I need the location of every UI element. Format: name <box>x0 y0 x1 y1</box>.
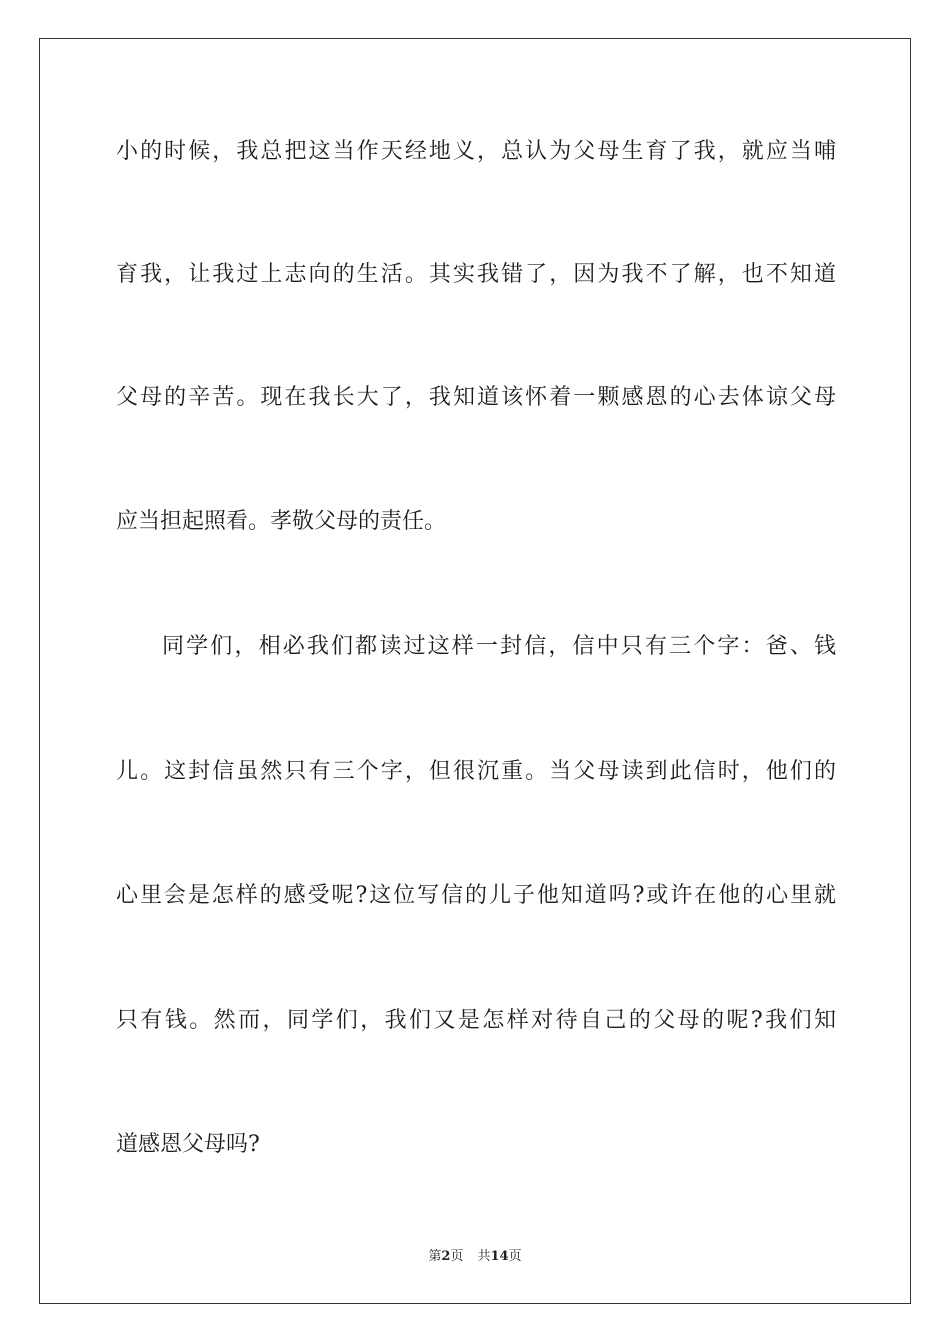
total-suffix: 页 <box>508 1249 522 1264</box>
paragraph-line-3: 父母的辛苦。现在我长大了，我知道该怀着一颗感恩的心去体谅父母 <box>116 385 836 410</box>
paragraph-line-5: 同学们，相必我们都读过这样一封信，信中只有三个字：爸、钱 <box>162 634 836 659</box>
paragraph-line-2: 育我，让我过上志向的生活。其实我错了，因为我不了解，也不知道 <box>116 262 836 287</box>
paragraph-line-7: 心里会是怎样的感受呢?这位写信的儿子他知道吗?或许在他的心里就 <box>116 883 836 908</box>
page-prefix: 第 <box>428 1249 442 1264</box>
paragraph-line-6: 儿。这封信虽然只有三个字，但很沉重。当父母读到此信时，他们的 <box>116 759 836 784</box>
total-prefix: 共 <box>477 1249 491 1264</box>
page-border <box>39 38 911 1304</box>
paragraph-line-4: 应当担起照看。孝敬父母的责任。 <box>116 509 447 534</box>
paragraph-line-8: 只有钱。然而，同学们，我们又是怎样对待自己的父母的呢?我们知 <box>116 1008 836 1033</box>
page-suffix: 页 <box>450 1249 464 1264</box>
page-footer <box>0 1248 950 1266</box>
paragraph-line-1: 小的时候，我总把这当作天经地义，总认为父母生育了我，就应当哺 <box>116 139 836 164</box>
total-pages: 14 <box>490 1249 509 1264</box>
page-number: 2 <box>441 1249 451 1264</box>
paragraph-line-9: 道感恩父母吗? <box>116 1132 260 1157</box>
